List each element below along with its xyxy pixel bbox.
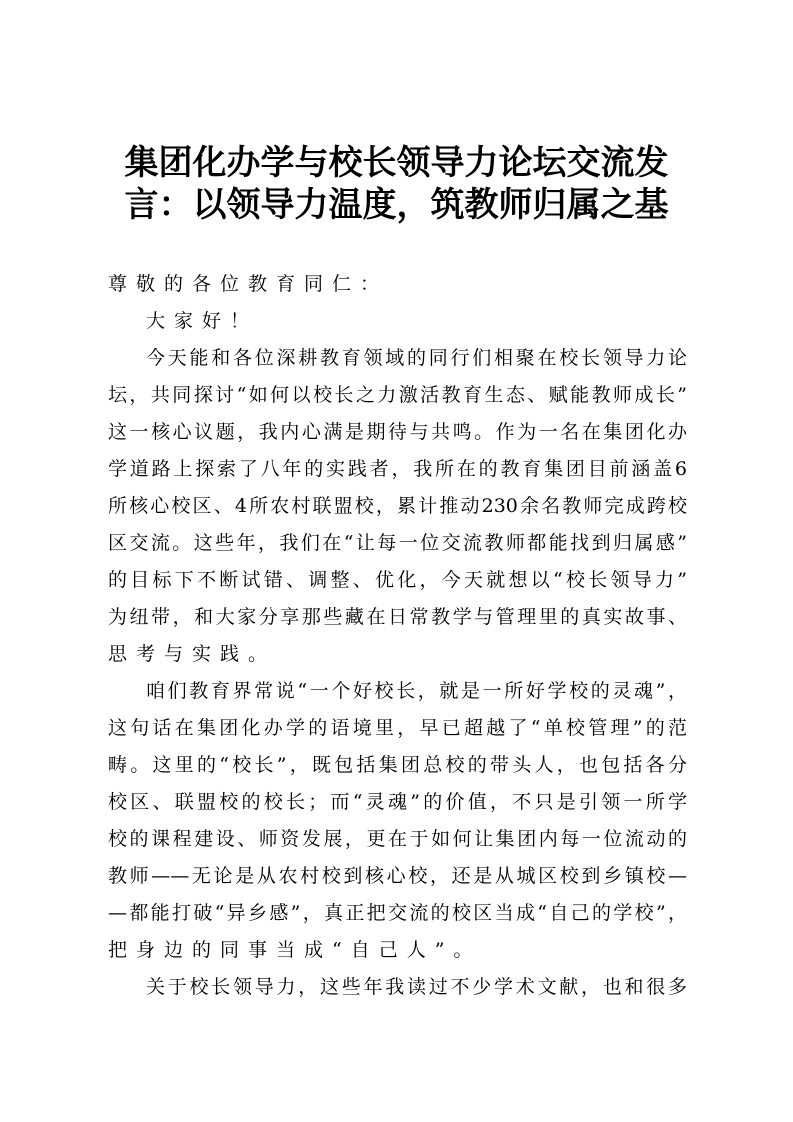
- salutation: 尊敬的各位教育同仁：: [108, 273, 389, 295]
- paragraph-line: 校区、联盟校的校长；而“灵魂”的价值，不只是引领一所学: [108, 791, 687, 813]
- paragraph-line: 区交流。这些年，我们在“让每一位交流教师都能找到归属感”: [108, 532, 687, 554]
- paragraph-line: 这句话在集团化办学的语境里，早已超越了“单校管理”的范: [108, 717, 687, 739]
- paragraph-line: 学道路上探索了八年的实践者，我所在的教育集团目前涵盖6: [108, 458, 687, 480]
- document-body: [108, 266, 687, 1006]
- paragraph-line: 为纽带，和大家分享那些藏在日常教学与管理里的真实故事、: [108, 606, 687, 628]
- paragraph-line: 咱们教育界常说“一个好校长，就是一所好学校的灵魂”，: [146, 680, 687, 702]
- paragraph-line: 把身边的同事当成“自己人”。: [108, 939, 482, 961]
- document-title: [100, 142, 693, 226]
- paragraph-line: —都能打破“异乡感”，真正把交流的校区当成“自己的学校”，: [108, 902, 687, 924]
- paragraph-line: 所核心校区、4所农村联盟校，累计推动230余名教师完成跨校: [108, 495, 687, 517]
- paragraph-line: 教师——无论是从农村校到核心校，还是从城区校到乡镇校—: [108, 865, 687, 887]
- paragraphs: [108, 340, 687, 1006]
- paragraph: [108, 673, 687, 969]
- title-line-1: 集团化办学与校长领导力论坛交流发: [124, 143, 669, 183]
- paragraph-line: 坛，共同探讨“如何以校长之力激活教育生态、赋能教师成长”: [108, 384, 687, 406]
- paragraph-line: 思考与实践。: [108, 643, 277, 665]
- paragraph: [108, 340, 687, 673]
- greeting: 大家好！: [146, 310, 259, 332]
- paragraph-line: 校的课程建设、师资发展，更在于如何让集团内每一位流动的: [108, 828, 687, 850]
- paragraph-line: 关于校长领导力，这些年我读过不少学术文献，也和很多: [146, 976, 687, 998]
- paragraph-line: 畴。这里的“校长”，既包括集团总校的带头人，也包括各分: [108, 754, 687, 776]
- paragraph-line: 今天能和各位深耕教育领域的同行们相聚在校长领导力论: [146, 347, 687, 369]
- title-line-2: 言：以领导力温度，筑教师归属之基: [124, 185, 669, 225]
- paragraph-line: 的目标下不断试错、调整、优化，今天就想以“校长领导力”: [108, 569, 687, 591]
- paragraph: [108, 969, 687, 1006]
- paragraph-line: 这一核心议题，我内心满是期待与共鸣。作为一名在集团化办: [108, 421, 687, 443]
